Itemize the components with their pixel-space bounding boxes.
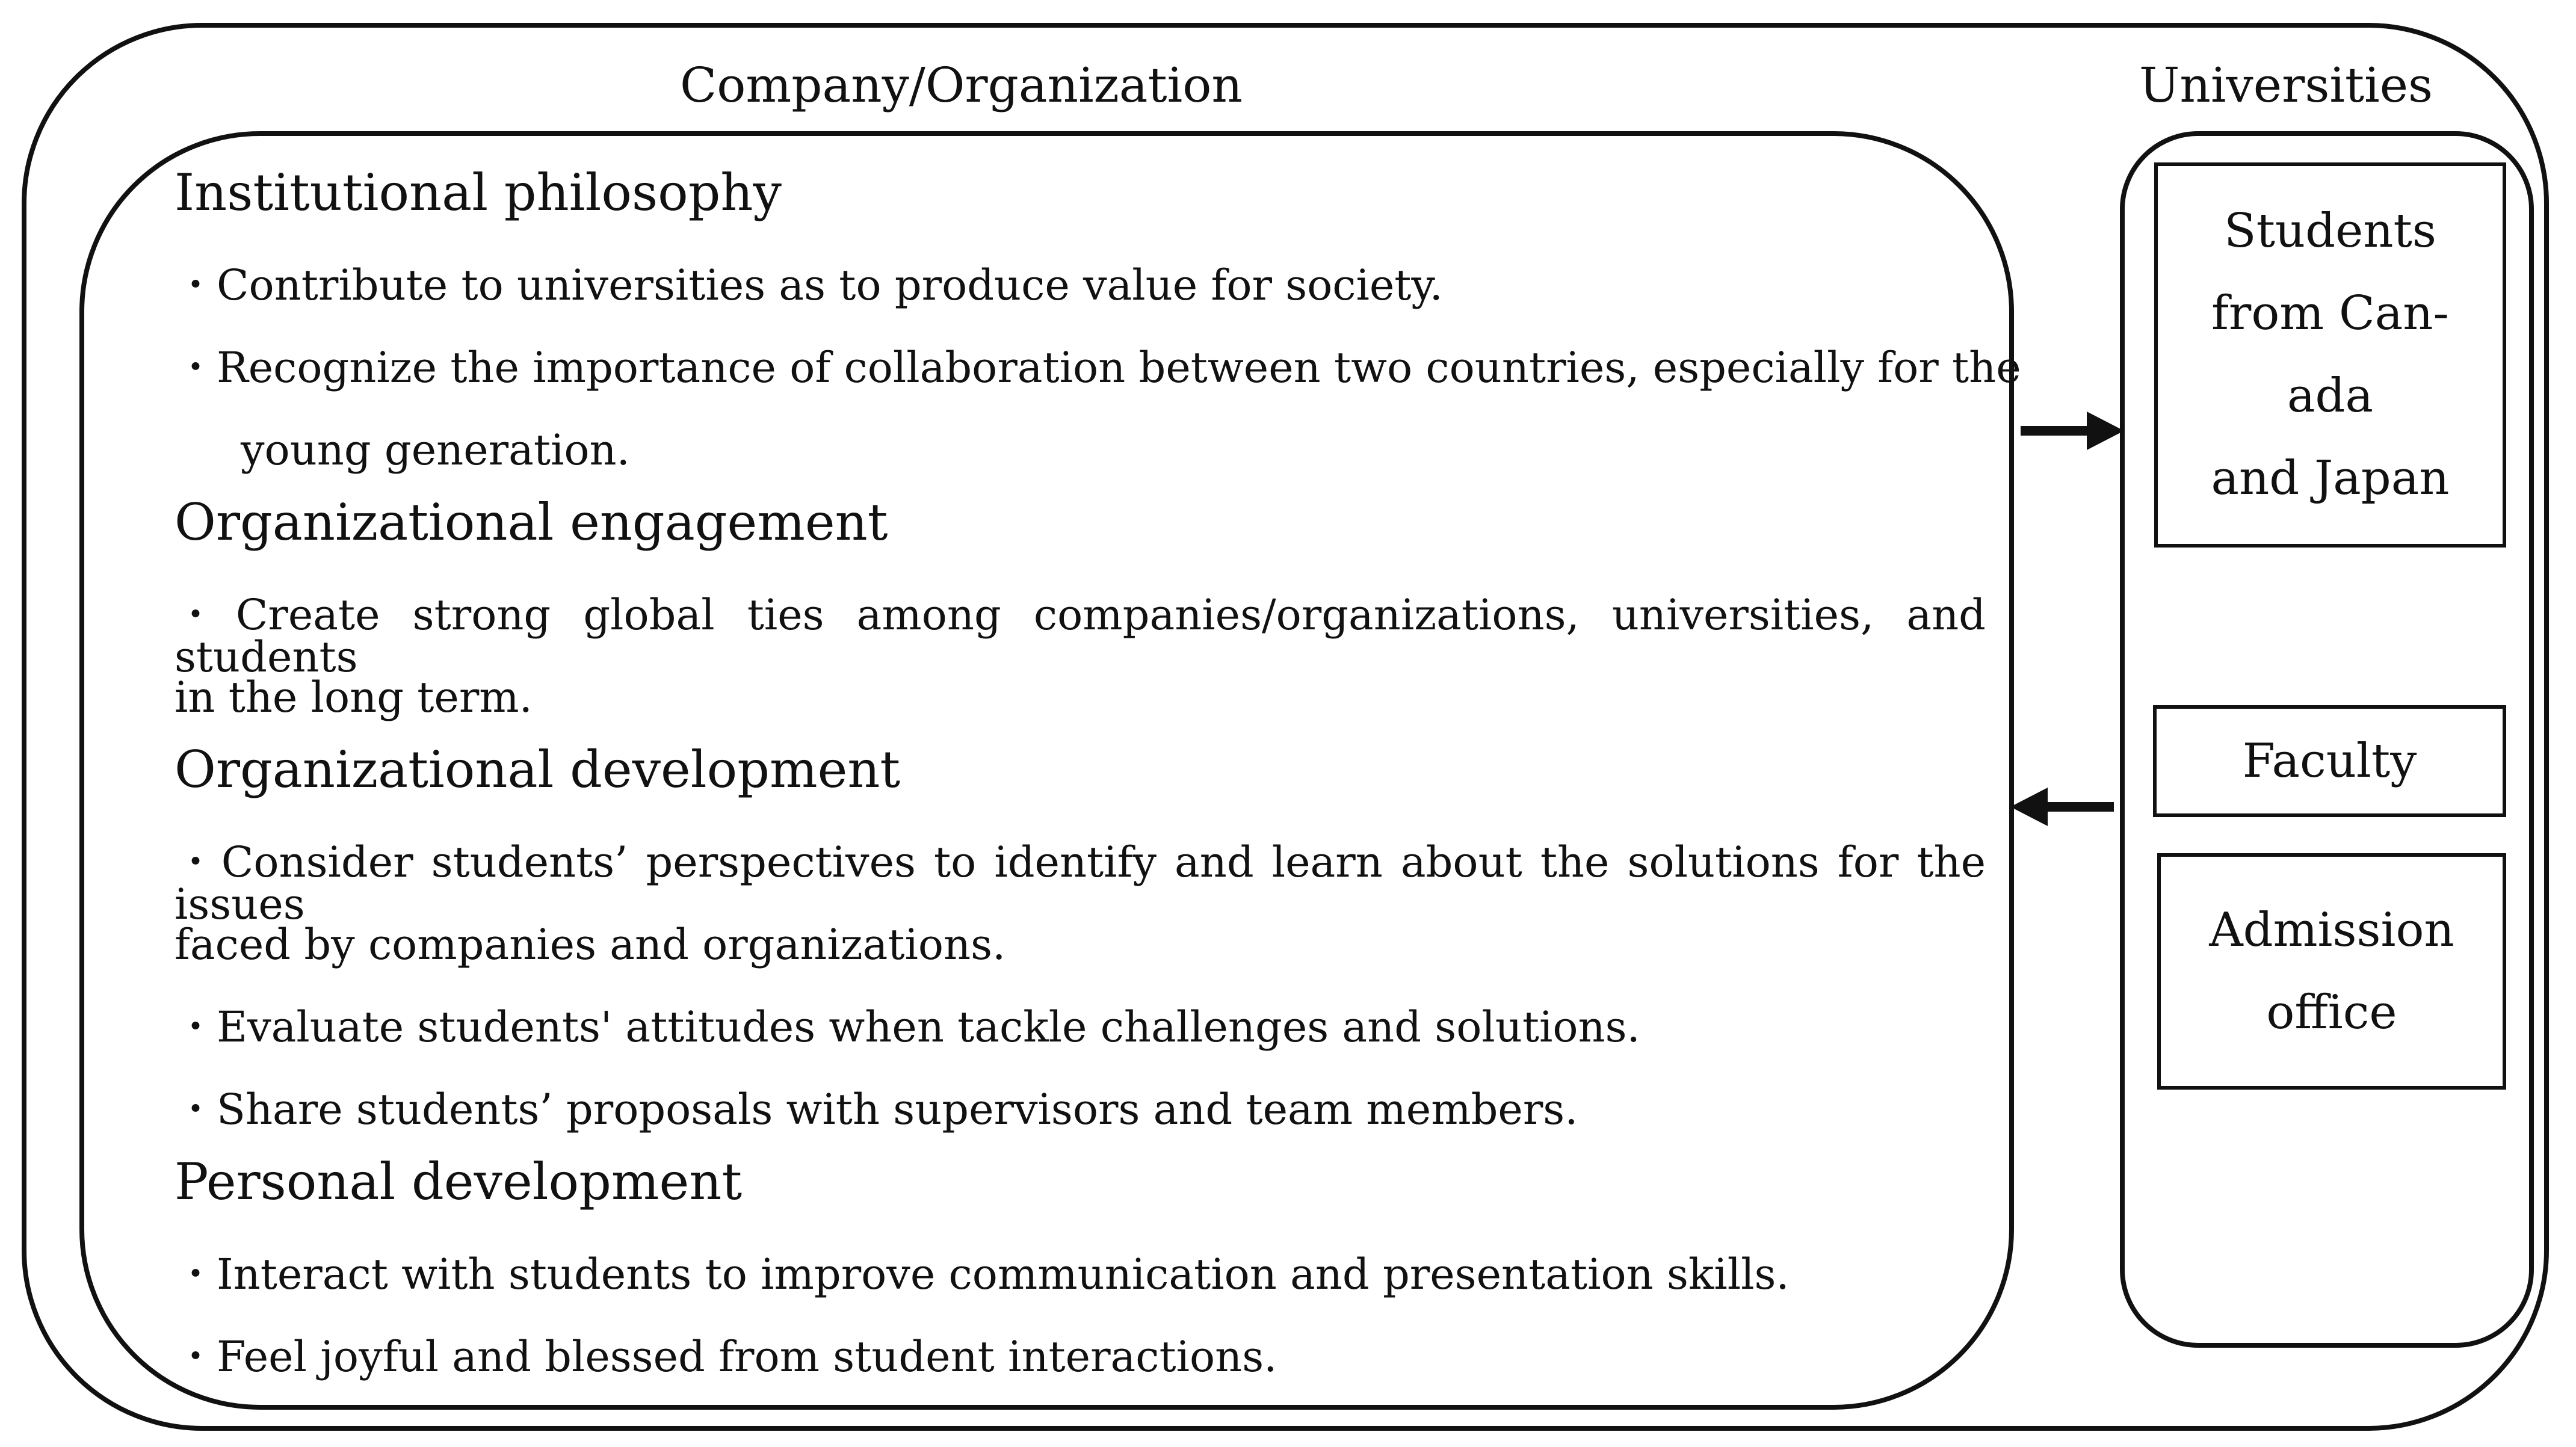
admission-card-line-2: office — [2266, 985, 2397, 1040]
students-card-line-4: and Japan — [2211, 451, 2450, 505]
bullet-contribute: ・Contribute to universities as to produce value for society. — [175, 261, 1443, 310]
bullet-recognize-continued: young generation. — [241, 425, 630, 475]
students-card-line-3: ada — [2287, 369, 2373, 423]
students-card-line-1: Students — [2224, 204, 2436, 258]
students-card-line-2: from Can- — [2211, 286, 2449, 341]
bullet-interact-students: ・Interact with students to improve communication and presentation skills. — [175, 1250, 1790, 1299]
bullet-evaluate-attitudes: ・Evaluate students' attitudes when tackle challenges and solutions. — [175, 1002, 1640, 1052]
bullet-create-ties-continued: in the long term. — [175, 673, 533, 722]
left-arrow-icon — [2009, 785, 2114, 828]
bullet-feel-joyful: ・Feel joyful and blessed from student interactions. — [175, 1332, 1277, 1381]
students-card — [2154, 162, 2506, 548]
admission-card-line-1: Admission — [2209, 902, 2454, 957]
company-section-title: Company/Organization — [680, 57, 1243, 113]
company-content — [175, 162, 2021, 1399]
heading-personal-development: Personal development — [175, 1152, 743, 1211]
faculty-card-label: Faculty — [2242, 733, 2417, 788]
bullet-consider-perspectives: ・Consider students’ perspectives to identify and learn about the solutions for the issues — [175, 838, 1986, 929]
bullet-share-proposals: ・Share students’ proposals with supervisors and team members. — [175, 1085, 1578, 1134]
bullet-create-ties: ・Create strong global ties among companies/organizations, universities, and students — [175, 590, 1986, 682]
right-arrow-icon — [2021, 409, 2126, 452]
heading-organizational-engagement: Organizational engagement — [175, 493, 888, 552]
bullet-consider-perspectives-continued: faced by companies and organizations. — [175, 920, 1006, 969]
heading-institutional-philosophy: Institutional philosophy — [175, 163, 782, 222]
bullet-recognize: ・Recognize the importance of collaboration between two countries, especially for the — [175, 343, 2021, 392]
universities-section-title: Universities — [2139, 57, 2433, 113]
faculty-card — [2153, 705, 2506, 817]
admission-office-card — [2157, 853, 2506, 1090]
heading-organizational-development: Organizational development — [175, 740, 901, 799]
